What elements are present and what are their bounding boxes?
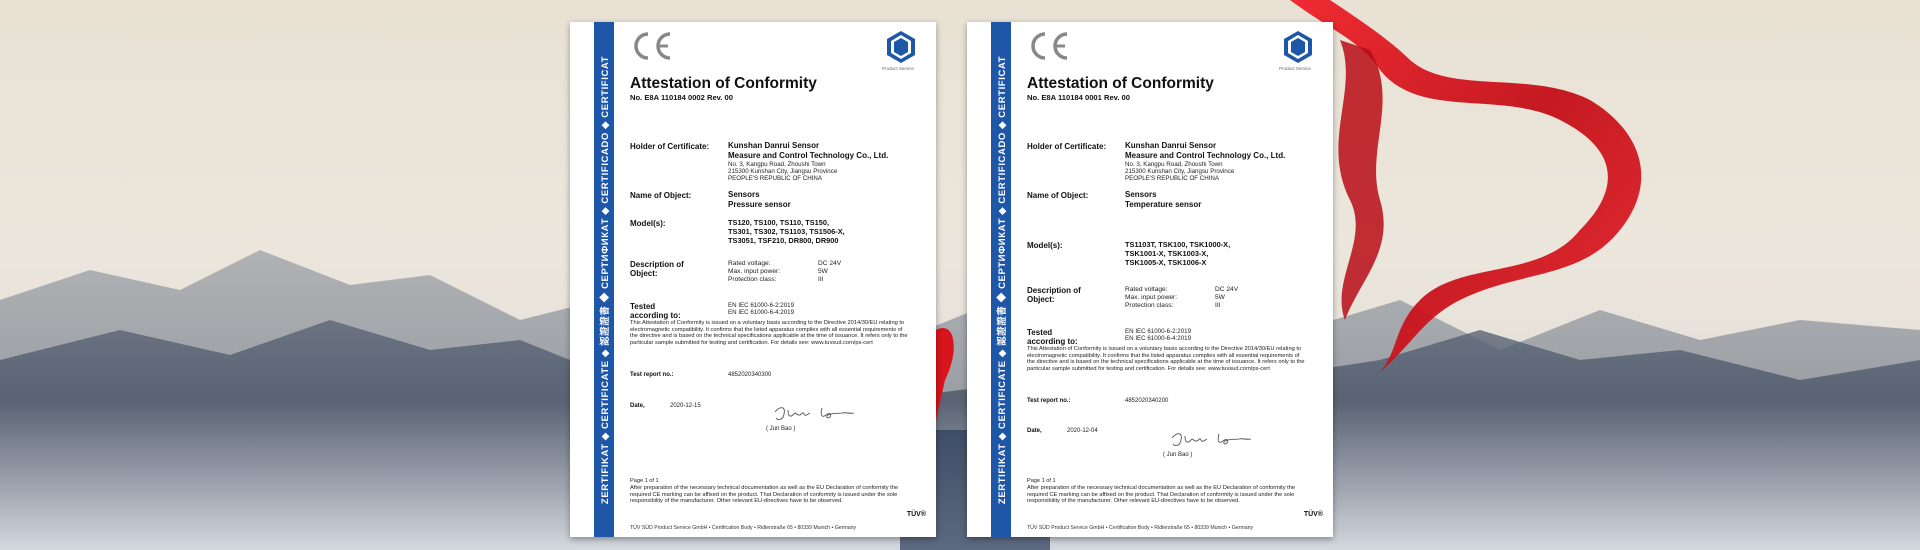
test-report-value: 4852020340300 (728, 372, 772, 378)
page-number: Page 1 of 1 (1027, 478, 1056, 484)
certificate-side-strip (594, 22, 614, 537)
test-report-value: 4852020340200 (1125, 398, 1169, 404)
input-power-key: Max. input power: (728, 268, 781, 275)
protection-class-value: III (818, 276, 824, 283)
models-line-3: TS3051, TSF210, DR800, DR900 (728, 236, 839, 245)
holder-address-2: 215300 Kunshan City, Jiangsu Province (728, 168, 838, 175)
tuv-logo-icon (884, 30, 918, 64)
object-value-1: Sensors (728, 190, 760, 199)
certificate-side-strip (991, 22, 1011, 537)
rated-voltage-row (728, 260, 841, 268)
models-label: Model(s): (630, 219, 666, 228)
certificate-title: Attestation of Conformity (1027, 75, 1214, 92)
signature-image (1167, 428, 1257, 450)
protection-class-row (728, 276, 824, 284)
tuv-logo-icon (1281, 30, 1315, 64)
holder-name-1: Kunshan Danrui Sensor (728, 141, 820, 150)
tested-label-2: according to: (1027, 337, 1078, 346)
tuv-caption: Product Service (1279, 66, 1311, 71)
models-line-1: TS1103T, TSK100, TSK1000-X, (1125, 240, 1231, 249)
standard-1: EN IEC 61000-6-2:2019 (728, 302, 795, 309)
rated-voltage-row (1125, 286, 1238, 294)
holder-name-2: Measure and Control Technology Co., Ltd. (1125, 151, 1286, 160)
protection-class-row (1125, 302, 1221, 310)
ce-mark-icon (630, 30, 674, 62)
attestation-statement: This Attestation of Conformity is issued on a voluntary basis according to the Directive 2014/30/EU relating to electromagnetic compatibility. It confirms that the listed apparatus complies with all essential requirements of the directive and is based on the technical specifications applicable at the time of issuance. It refers only to the particular sample submitted for testing and certification. For details see: www.tuvsud.com/ps-cert (630, 320, 908, 347)
input-power-value: 5W (1215, 294, 1225, 301)
input-power-row (1125, 294, 1225, 302)
protection-class-key: Protection class: (1125, 302, 1174, 309)
object-label: Name of Object: (1027, 191, 1089, 200)
date-value: 2020-12-04 (1067, 428, 1098, 434)
ce-footnote: After preparation of the necessary technical documentation as well as the EU Declaration of conformity the required CE marking can be affixed on the product. That Declaration of conformity is issued under the sole responsibility of the manufacturer. Other relevant EU-directives have to be observed. (630, 485, 899, 505)
input-power-key: Max. input power: (1125, 294, 1178, 301)
models-line-3: TSK1005-X, TSK1006-X (1125, 258, 1207, 267)
models-line-2: TS301, TS302, TS1103, TS1506-X, (728, 227, 845, 236)
holder-address-2: 215300 Kunshan City, Jiangsu Province (1125, 168, 1235, 175)
description-label-1: Description of (630, 260, 684, 269)
holder-address-1: No. 3, Kangpu Road, Zhoushi Town (1125, 161, 1223, 168)
ce-footnote: After preparation of the necessary technical documentation as well as the EU Declaration of conformity the required CE marking can be affixed on the product. That Declaration of conformity is issued under the sole responsibility of the manufacturer. Other relevant EU-directives have to be observed. (1027, 485, 1296, 505)
models-line-1: TS120, TS100, TS110, TS150, (728, 218, 830, 227)
input-power-value: 5W (818, 268, 828, 275)
test-report-label: Test report no.: (1027, 398, 1071, 404)
date-label: Date, (630, 403, 645, 409)
date-value: 2020-12-15 (670, 403, 701, 409)
test-report-label: Test report no.: (630, 372, 674, 378)
holder-address-3: PEOPLE'S REPUBLIC OF CHINA (1125, 175, 1220, 182)
holder-address-3: PEOPLE'S REPUBLIC OF CHINA (728, 175, 823, 182)
description-label-2: Object: (630, 269, 658, 278)
page-number: Page 1 of 1 (630, 478, 659, 484)
holder-name-1: Kunshan Danrui Sensor (1125, 141, 1217, 150)
protection-class-value: III (1215, 302, 1221, 309)
tested-label-1: Tested (630, 302, 656, 311)
holder-label: Holder of Certificate: (630, 142, 710, 151)
strip-text: ZERTIFIKAT ◆ CERTIFICATE ◆ 認證證書 ◆ СЕРТИФИКАТ ◆ CERTIFICADO ◆ CERTIFICAT (997, 55, 1008, 504)
certificate-number: No. E8A 110184 0002 Rev. 00 (630, 93, 734, 102)
holder-name-2: Measure and Control Technology Co., Ltd. (728, 151, 889, 160)
standard-2: EN IEC 61000-6-4:2019 (728, 309, 795, 316)
tuv-caption: Product Service (882, 66, 914, 71)
signatory-name: ( Jun Bao ) (766, 426, 796, 432)
object-value-2: Temperature sensor (1125, 200, 1202, 209)
strip-text: ZERTIFIKAT ◆ CERTIFICATE ◆ 認證證書 ◆ СЕРТИФИКАТ ◆ CERTIFICADO ◆ CERTIFICAT (600, 55, 611, 504)
ce-mark-icon (1027, 30, 1071, 62)
tested-label-1: Tested (1027, 328, 1053, 337)
models-label: Model(s): (1027, 241, 1063, 250)
rated-voltage-key: Rated voltage: (1125, 286, 1168, 293)
rated-voltage-value: DC 24V (1215, 286, 1239, 293)
standard-2: EN IEC 61000-6-4:2019 (1125, 335, 1192, 342)
rated-voltage-key: Rated voltage: (728, 260, 771, 267)
tuv-small-logo: TÜV® (1303, 511, 1323, 518)
certificate-pressure-sensor (570, 22, 936, 537)
certificate-number: No. E8A 110184 0001 Rev. 00 (1027, 93, 1131, 102)
signature-image (770, 402, 860, 424)
description-label-1: Description of (1027, 286, 1081, 295)
certificate-temperature-sensor (967, 22, 1333, 537)
attestation-statement: This Attestation of Conformity is issued on a voluntary basis according to the Directive 2014/30/EU relating to electromagnetic compatibility. It confirms that the listed apparatus complies with all essential requirements of the directive and is based on the technical specifications applicable at the time of issuance. It refers only to the particular sample submitted for testing and certification. For details see: www.tuvsud.com/ps-cert (1027, 346, 1305, 373)
standard-1: EN IEC 61000-6-2:2019 (1125, 328, 1192, 335)
rated-voltage-value: DC 24V (818, 260, 842, 267)
object-value-2: Pressure sensor (728, 200, 791, 209)
date-label: Date, (1027, 428, 1042, 434)
certificate-title: Attestation of Conformity (630, 75, 817, 92)
models-line-2: TSK1001-X, TSK1003-X, (1125, 249, 1209, 258)
protection-class-key: Protection class: (728, 276, 777, 283)
issuer-footer: TÜV SÜD Product Service GmbH • Certification Body • Ridlerstraße 65 • 80339 Munich • Germany (630, 525, 857, 531)
input-power-row (728, 268, 828, 276)
object-value-1: Sensors (1125, 190, 1157, 199)
description-label-2: Object: (1027, 295, 1055, 304)
object-label: Name of Object: (630, 191, 692, 200)
tuv-small-logo: TÜV® (906, 511, 926, 518)
issuer-footer: TÜV SÜD Product Service GmbH • Certification Body • Ridlerstraße 65 • 80339 Munich • Germany (1027, 525, 1254, 531)
holder-label: Holder of Certificate: (1027, 142, 1107, 151)
tested-label-2: according to: (630, 311, 681, 320)
holder-address-1: No. 3, Kangpu Road, Zhoushi Town (728, 161, 826, 168)
signatory-name: ( Jun Bao ) (1163, 452, 1193, 458)
